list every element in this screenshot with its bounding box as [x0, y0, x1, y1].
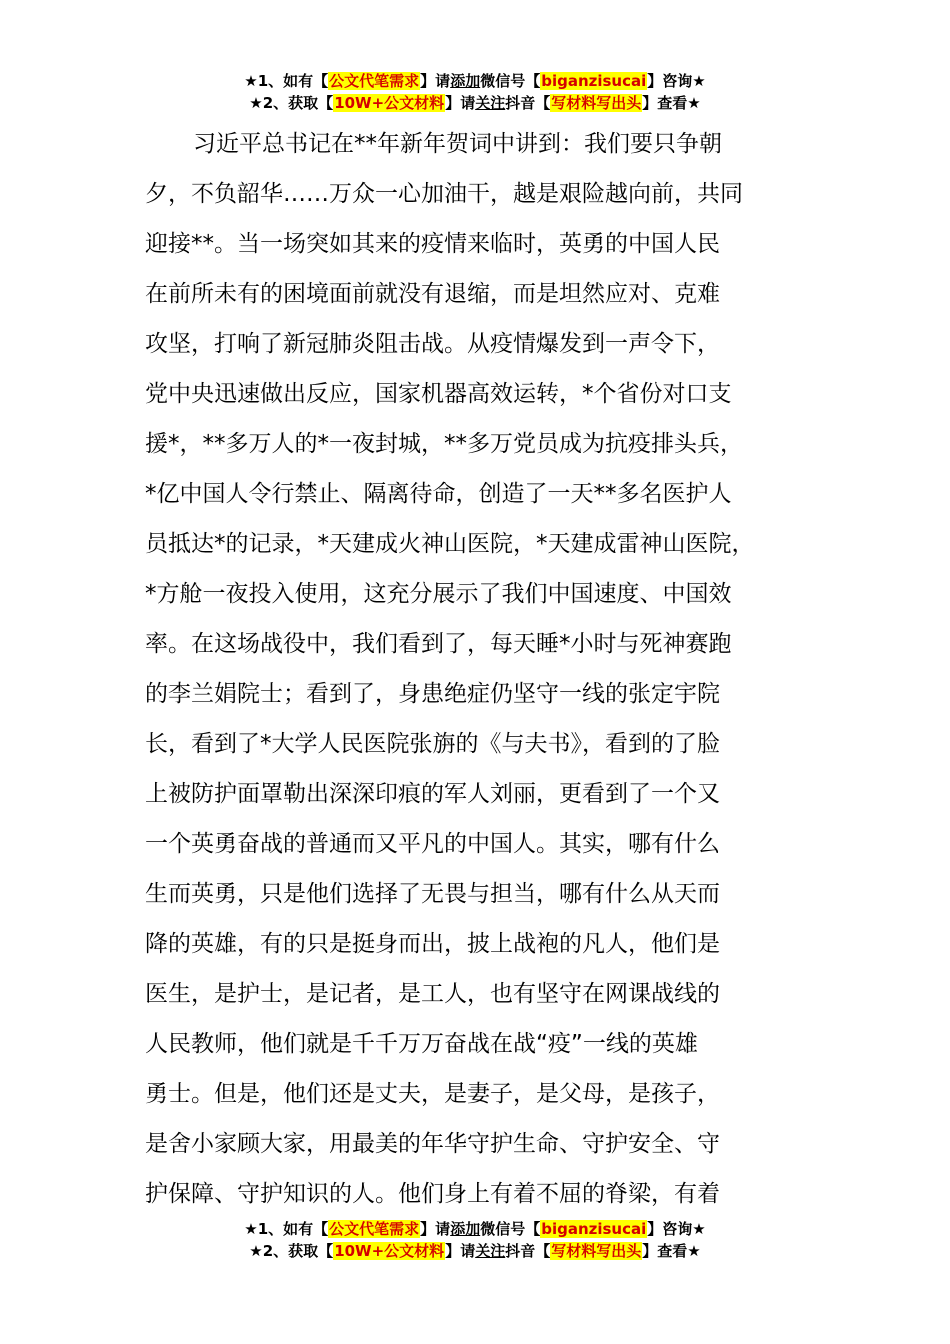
banner-line-1: [0, 70, 950, 92]
text-line: 迎接**。当一场突如其来的疫情来临时，英勇的中国人民: [145, 231, 720, 257]
banner-text: 】请: [420, 72, 451, 90]
banner-highlight: 10W+公文材料: [334, 94, 445, 112]
text-line: 医生，是护士，是记者，是工人，也有坚守在网课战线的: [145, 981, 720, 1007]
banner-text: 】咨询★: [647, 1220, 706, 1238]
text-line: 勇士。但是，他们还是丈夫，是妻子，是父母，是孩子，: [145, 1081, 720, 1107]
banner-highlight: biganzisucai: [541, 1220, 647, 1238]
banner-highlight: 公文代笔需求: [329, 72, 420, 90]
banner-text: 微信号【: [480, 1220, 541, 1238]
text-line: 护保障、守护知识的人。他们身上有着不屈的脊梁，有着: [145, 1181, 720, 1207]
banner-text: ★2、获取【: [249, 94, 334, 112]
banner-line-2: [0, 1240, 950, 1262]
banner-underlined: 添加: [450, 72, 481, 90]
text-line: *方舱一夜投入使用，这充分展示了我们中国速度、中国效: [145, 581, 732, 607]
banner-text: 抖音【: [505, 94, 551, 112]
banner-text: 】咨询★: [647, 72, 706, 90]
text-line: 援*，**多万人的*一夜封城，**多万党员成为抗疫排头兵，: [145, 431, 743, 457]
header-banner: [0, 70, 950, 114]
banner-text: 】请: [445, 1242, 476, 1260]
text-line: 人民教师，他们就是千千万万奋战在战“疫”一线的英雄: [145, 1031, 698, 1057]
banner-line-1: [0, 1218, 950, 1240]
text-line: 上被防护面罩勒出深深印痕的军人刘丽，更看到了一个又: [145, 781, 720, 807]
banner-highlight: 公文代笔需求: [329, 1220, 420, 1238]
banner-text: 】查看★: [642, 94, 701, 112]
text-line: 长，看到了*大学人民医院张旃的《与夫书》，看到的了脸: [145, 731, 720, 757]
banner-highlight: 写材料写出头: [551, 1242, 642, 1260]
text-line: 降的英雄，有的只是挺身而出，披上战袍的凡人，他们是: [145, 931, 720, 957]
banner-text: 】查看★: [642, 1242, 701, 1260]
banner-text: ★1、如有【: [244, 1220, 329, 1238]
text-line: 员抵达*的记录，*天建成火神山医院，*天建成雷神山医院，: [145, 531, 755, 557]
text-line: 习近平总书记在**年新年贺词中讲到：我们要只争朝: [193, 131, 722, 157]
banner-underlined: 关注: [475, 1242, 506, 1260]
banner-line-2: [0, 92, 950, 114]
banner-text: 微信号【: [480, 72, 541, 90]
text-line: 在前所未有的困境面前就没有退缩，而是坦然应对、克难: [145, 281, 720, 307]
banner-highlight: 10W+公文材料: [334, 1242, 445, 1260]
text-line: 党中央迅速做出反应，国家机器高效运转，*个省份对口支: [145, 381, 732, 407]
text-line: 生而英勇，只是他们选择了无畏与担当，哪有什么从天而: [145, 881, 720, 907]
banner-text: 抖音【: [505, 1242, 551, 1260]
text-line: 一个英勇奋战的普通而又平凡的中国人。其实，哪有什么: [145, 831, 720, 857]
footer-banner: [0, 1218, 950, 1262]
text-line: 的李兰娟院士；看到了，身患绝症仍坚守一线的张定宇院: [145, 681, 720, 707]
banner-text: 】请: [420, 1220, 451, 1238]
text-line: *亿中国人令行禁止、隔离待命，创造了一天**多名医护人: [145, 481, 732, 507]
banner-text: ★2、获取【: [249, 1242, 334, 1260]
text-line: 是舍小家顾大家，用最美的年华守护生命、守护安全、守: [145, 1131, 720, 1157]
banner-text: ★1、如有【: [244, 72, 329, 90]
banner-highlight: 写材料写出头: [551, 94, 642, 112]
banner-text: 】请: [445, 94, 476, 112]
text-line: 夕，不负韶华……万众一心加油干，越是艰险越向前，共同: [145, 181, 743, 207]
text-line: 率。在这场战役中，我们看到了，每天睡*小时与死神赛跑: [145, 631, 732, 657]
text-line: 攻坚，打响了新冠肺炎阻击战。从疫情爆发到一声令下，: [145, 331, 720, 357]
banner-highlight: biganzisucai: [541, 72, 647, 90]
banner-underlined: 添加: [450, 1220, 481, 1238]
banner-underlined: 关注: [475, 94, 506, 112]
body-paragraph: [145, 119, 821, 1219]
